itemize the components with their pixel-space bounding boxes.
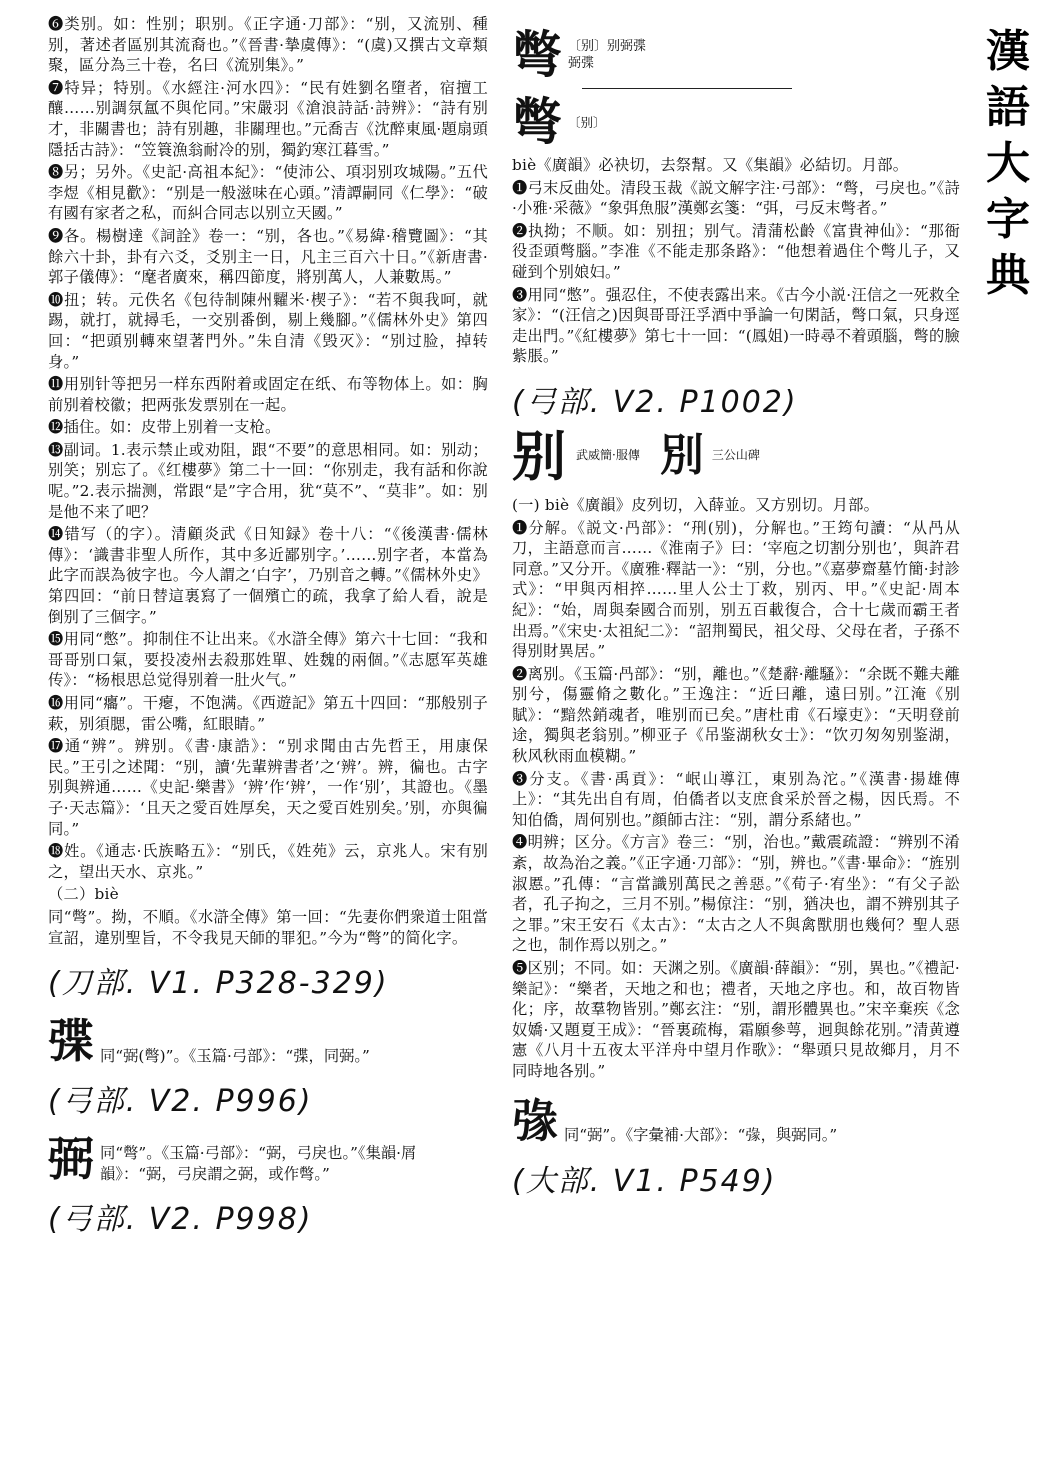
sense-15: ⓯用同“憋”。抑制住不让出来。《水滸全傳》第六十七回：“我和哥哥别口氣，要投凌州去殺那姓單、姓魏的兩個。”《志愿军英雄传》：“杨根思总觉得别着一肚火气。” — [48, 630, 488, 690]
bie-glyph: 彆 — [512, 92, 562, 151]
page-title — [980, 24, 1036, 304]
sense-13: ⓭副词。1.表示禁止或劝阻，跟“不要”的意思相同。如：别动；别笑；别忘了。《红樓夢》第二十一回：“你别走，我有話和你說呢。”2.表示揣测，常跟“是”字合用，犹“莫不”、“莫非”。如：别是他不来了吧？ — [48, 440, 488, 521]
header-notes — [568, 38, 646, 72]
entry-da — [512, 1093, 960, 1148]
handwritten-note-gong-998: (弓部. V2. P998) — [48, 1202, 313, 1238]
bie-sense-1: ❶弓末反曲处。清段玉裁《説文解字注·弓部》：“彆，弓戾也。”《詩·小雅·采薇》“象弭魚服”漢鄭玄箋：“弭，弓反末彆者。” — [512, 178, 960, 218]
bie-alt-note: 三公山碑 — [711, 448, 760, 463]
title-char-3: 大 — [986, 138, 1030, 189]
right-column — [512, 25, 960, 1206]
sense-17: ⓱通“辨”。辨别。《書·康誥》：“别求聞由古先哲王，用康保民。”王引之述聞：“别，讀‘先輩辨書者’之‘辨’。辨，徧也。古字别與辨通……《史記·樂書》‘辨’作‘辨’，一作‘别’，其證也。《墨子·天志篇》：‘且天之愛百姓厚矣，天之愛百姓别矣。’别，亦與徧同。” — [48, 737, 488, 838]
sense-6: ❻类别。如：性别；职别。《正字通·刀部》：“别，又流别、種别，著述者區别其流裔也。”《晉書·摯虞傳》：“(虞)又撰古文章類聚，區分為三十卷，名曰《流别集》。” — [48, 15, 488, 75]
handwritten-note-da-549: (大部. V1. P549) — [512, 1163, 777, 1199]
title-char-4: 字 — [986, 194, 1030, 245]
bie-main-sense-4: ❹明辨；区分。《方言》卷三：“别，治也。”戴震疏證：“辨别不淆紊，故為治之義。”《正字通·刀部》：“别，辨也。”《書·畢命》：“旌别淑慝。”孔傳：“言當識别萬民之善惡。”《荀子·宥坐》：“有父子訟者，孔子拘之，三月不别。”楊倞注：“别，猶决也，謂不辨别其子之罪。”宋王安石《太古》：“太古之人不與禽獸朋也幾何？聖人惡之也，制作焉以别之。” — [512, 833, 960, 955]
sense-9: ❾各。楊樹達《詞詮》卷一：“别，各也。”《易緯·稽覽圖》：“其餘六十卦，卦有六爻，爻别主一日，凡主三百六十日。”《新唐書·郭子儀傳》：“麾者廣來，稱四節度，將别萬人，人兼數馬。” — [48, 226, 488, 287]
bie-main-glyph: 别 — [512, 423, 566, 488]
bie-main-pronunciation: (一) biè《廣韻》皮列切，入薛並。又方别切。月部。 — [512, 495, 880, 514]
entry-glyph: 弽 — [48, 1014, 94, 1069]
header-note-1: 〔别〕别弼弽 — [568, 39, 647, 54]
bie-alt-glyph: 別 — [659, 429, 704, 481]
title-char-1: 漢 — [986, 26, 1030, 77]
bie-variant: 〔别〕 — [568, 114, 606, 130]
sense-12: ⓬插住。如：皮带上别着一支枪。 — [48, 418, 281, 437]
sense-11: ⓫用别针等把另一样东西附着或固定在纸、布等物体上。如：胸前别着校徽；把两张发票别在一起。 — [48, 375, 488, 414]
sense-18: ⓲姓。《通志·氏族略五》：“别氏，《姓苑》云，京兆人。宋有别之，望出天水、京兆。” — [48, 842, 488, 881]
sense-14: ⓮错写（的字）。清顧炎武《日知録》卷十八：“《後漢書·儒林傳》：‘識書非聖人所作，其中多近鄙别字。’……别字者，本當為此字而誤為彼字也。今人謂之‘白字’，乃别音之轉。”《儒林外史》第四回：“前日替這裏寫了一個殯亡的疏，我拿了給人看，說是倒别了三個字。” — [48, 525, 488, 626]
bie-main-sense-5: ❺区别；不同。如：天渊之别。《廣韻·薛韻》：“别，異也。”《禮記·樂記》：“樂者，天地之和也；禮者，天地之序也。和，故百物皆化；序，故羣物皆别。”鄭玄注：“别，謂形體異也。”宋辛棄疾《念奴嬌·又題夏王成》：“晉裏疏梅，霜願參萼，迥與餘花别。”清黄遵憲《八月十五夜太平洋舟中望月作歌》：“舉頭只見故鄉月，月不同時地各别。” — [512, 959, 960, 1080]
handwritten-note-gong-1002: (弓部. V2. P1002) — [512, 384, 798, 420]
pronunciation-2: （二）biè — [48, 885, 119, 904]
entry-glyph: 弼 — [48, 1132, 94, 1187]
bie-sense-3: ❸用同“憋”。强忍住，不使表露出来。《古今小説·汪信之一死救全家》：“(汪信之)因與哥哥汪孚酒中爭論一句閑話，彆口氣，只身逕走出門。”《紅樓夢》第七十一回：“(鳳姐)一時尋不着頭腦，彆的臉紫脹。” — [512, 285, 960, 366]
title-char-2: 語 — [986, 82, 1030, 133]
left-column — [48, 14, 488, 1244]
bie-entry-head — [512, 92, 960, 151]
handwritten-note-dao: (刀部. V1. P328-329) — [48, 966, 389, 1002]
entry-qi — [48, 1014, 488, 1069]
entry-glyph: 𢐄 — [512, 1093, 558, 1148]
sense-10: ❿扭；转。元佚名《包待制陳州糶米·楔子》：“若不與我呵，就踢，就打，就撏毛，一交别番倒，剔上幾腳。”《儒林外史》第四回：“把頭别轉來望著門外。”朱自清《毁灭》：“别过脸，掉转身。” — [48, 290, 488, 371]
entry-text: 同“弼”。《字彙補·大部》：“𢐄，與弼同。” — [564, 1125, 838, 1144]
bie-pronunciation: biè《廣韻》必袂切，去祭幫。又《集韻》必結切。月部。 — [512, 156, 909, 174]
sense-7: ❼特异；特别。《水經注·河水四》：“民有姓劉名墮者，宿擅工釀……别調氛氲不與佗同。”宋嚴羽《滄浪詩話·詩辨》：“詩有别才，非關書也；詩有别趣，非關理也。”元喬吉《沈醉東風·題扇頭隱括古詩》：“笠簑漁翁耐冷的别，獨釣寒江暮雪。” — [48, 78, 488, 159]
header-glyph: 彆 — [512, 25, 562, 84]
handwritten-note-gong-996: (弓部. V2. P996) — [48, 1084, 313, 1120]
sense-8: ❽另；另外。《史記·高祖本紀》：“使沛公、項羽别攻城陽。”五代李煜《相見歡》：“别是一般滋味在心頭。”清譚嗣同《仁學》：“破有國有家者之私，而糾合同志以别立天國。” — [48, 163, 488, 223]
entry-bie-variant — [48, 1132, 488, 1187]
sense-2-1: 同“彆”。拗，不順。《水滸全傳》第一回：“先妻你們衆道士阻當宣詔，違别聖旨，不令我見天師的罪犯。”今为“彆”的简化字。 — [48, 907, 488, 947]
bie-main-sense-2: ❷离别。《玉篇·冎部》：“别，離也。”《楚辭·離騷》：“余既不難夫離别兮，傷靈脩之數化。”王逸注：“近曰離，遠曰别。”江淹《别賦》：“黯然銷魂者，唯别而已矣。”唐杜甫《石壕吏》：“天明登前途，獨與老翁别。”柳亚子《吊鉴湖秋女士》：“饮刃匆匆别鉴湖，秋风秋雨血模糊。” — [512, 664, 960, 766]
bie-main-head — [512, 423, 960, 488]
header-note-2: 弼弽 — [568, 56, 595, 71]
entry-text: 同“弼(彆)”。《玉篇·弓部》：“弽，同弼。” — [100, 1046, 370, 1065]
bie-sense-2: ❷执拗；不顺。如：别扭；别气。清蒲松齡《富貴神仙》：“那衙役歪頭彆腦。”李准《不能走那条路》：“他想着過住个彆儿子，又碰到个别娘妇。” — [512, 221, 960, 281]
entry-text: 同“彆”。《玉篇·弓部》：“弼，弓戾也。”《集韻·屑韻》：“弼，弓戾謂之弼，或作彆。” — [100, 1143, 417, 1183]
divider-rule — [582, 88, 792, 89]
sense-16: ⓰用同“癟”。干瘪，不饱满。《西遊記》第五十四回：“那般别子蔌，别須腮，雷公嘴，紅眼睛。” — [48, 694, 488, 733]
bie-main-variant-note: 武威簡·服傳 — [576, 448, 640, 463]
header-entry — [512, 25, 960, 84]
bie-main-sense-3: ❸分支。《書·禹貢》：“岷山導江，東别為沱。”《漢書·揚雄傳上》：“其先出自有周，伯僑者以支庶食采於晉之楊，因氏焉。不知伯僑，周何别也。”顔師古注：“别，謂分系緒也。” — [512, 769, 960, 829]
title-char-5: 典 — [986, 250, 1030, 301]
bie-main-sense-1: ❶分解。《説文·冎部》：“𠛬(别)，分解也。”王筠句讀：“从冎从刀，主語意而言……《淮南子》曰：‘宰庖之切割分别也’，與許君同意。”又分开。《廣雅·釋詁一》：“别，分也。”《嘉夢齋墓竹簡·封診式》：“甲與丙相捽……里人公士丁救，别丙、甲。”《史記·周本紀》：“始，周與秦國合而别，别五百載復合，合十七歲而霸王者出焉。”《宋史·太祖紀二》：“詔荆蜀民，祖父母、父母在者，子孫不得别財異居。” — [512, 518, 960, 661]
